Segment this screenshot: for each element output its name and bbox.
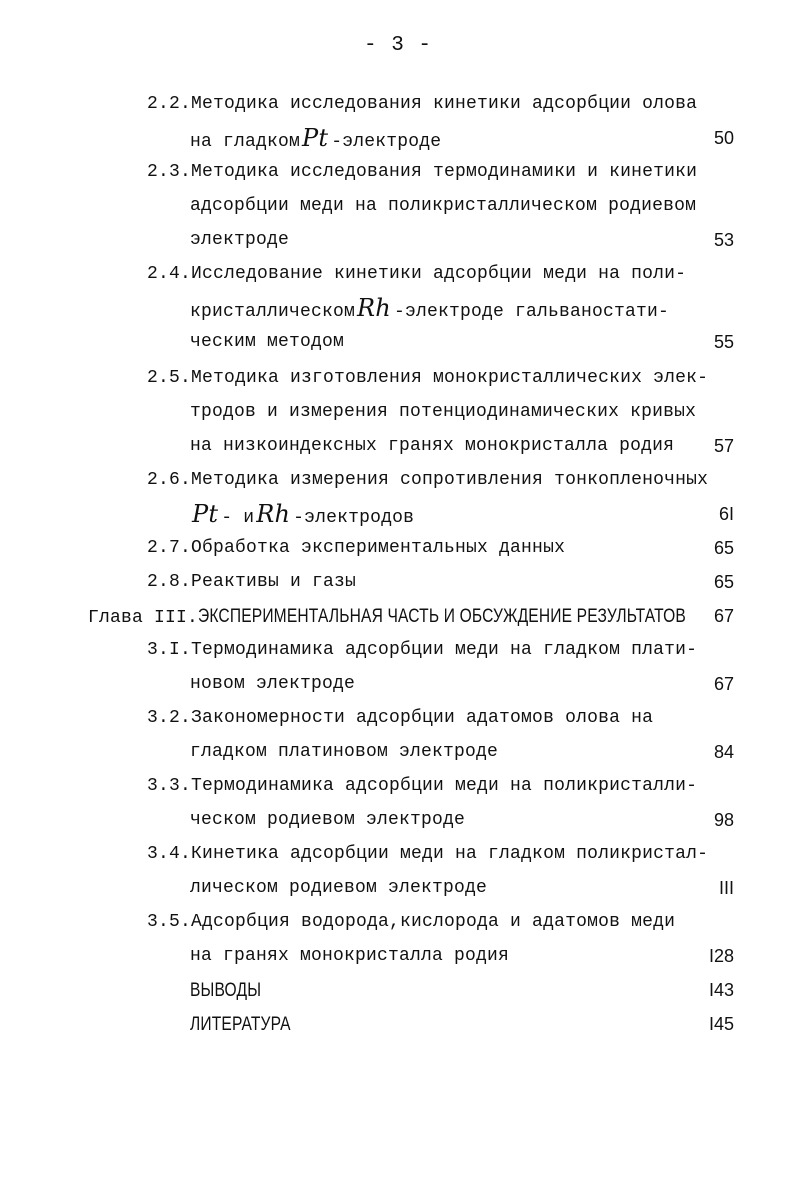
toc-entry-2-2-line1: 2.2.Методика исследования кинетики адсорбции олова (147, 94, 698, 114)
toc-page-conclusions: I43 (708, 980, 734, 1000)
toc-entry-2-4-line1: 2.4.Исследование кинетики адсорбции меди на поли- (147, 264, 687, 284)
toc-page-3-3: 98 (713, 810, 734, 830)
platinum-symbol: Pt (302, 124, 329, 152)
toc-page-2-6: 6I (718, 504, 734, 524)
toc-entry-2-3-line2: адсорбции меди на поликристаллическом родиевом (190, 196, 697, 216)
toc-text: -электроде (331, 132, 442, 152)
toc-text: кристаллическом (190, 302, 356, 322)
toc-page-3-1: 67 (713, 674, 734, 694)
toc-page-2-2: 50 (713, 128, 734, 148)
toc-entry-3-5-line2: на гранях монокристалла родия (190, 946, 510, 966)
toc-entry-2-4-line3: ческим методом (190, 332, 345, 352)
toc-entry-2-7: 2.7.Обработка экспериментальных данных (147, 538, 566, 558)
toc-page-3-4: III (718, 878, 734, 898)
toc-entry-3-1-line1: 3.I.Термодинамика адсорбции меди на гладком плати- (147, 640, 698, 660)
toc-literature (190, 1014, 313, 1036)
toc-page-2-8: 65 (713, 572, 734, 592)
toc-entry-2-5-line3: на низкоиндексных гранях монокристалла родия (190, 436, 675, 456)
toc-entry-2-5-line2: тродов и измерения потенциодинамических кривых (190, 402, 697, 422)
toc-entry-2-3-line1: 2.3.Методика исследования термодинамики и кинетики (147, 162, 698, 182)
toc-entry-2-5-line1: 2.5.Методика изготовления монокристаллических элек- (147, 368, 709, 388)
toc-page-2-7: 65 (713, 538, 734, 558)
toc-entry-2-4-line2 (190, 296, 669, 322)
chapter-3-heading (88, 606, 793, 628)
toc-entry-2-6-line2 (190, 502, 414, 528)
toc-page-chapter-3: 67 (713, 606, 734, 626)
toc-entry-2-2-line2 (190, 126, 441, 152)
toc-page-3-5: I28 (708, 946, 734, 966)
chapter-prefix: Глава III. (88, 608, 199, 628)
chapter-title: ЭКСПЕРИМЕНТАЛЬНАЯ ЧАСТЬ И ОБСУЖДЕНИЕ РЕЗУЛЬТАТОВ (198, 606, 686, 627)
toc-text: - и (221, 508, 255, 528)
toc-entry-2-6-line1: 2.6.Методика измерения сопротивления тонкопленочных (147, 470, 709, 490)
toc-conclusions (190, 980, 277, 1002)
toc-entry-3-2-line1: 3.2.Закономерности адсорбции адатомов олова на (147, 708, 654, 728)
toc-entry-3-5-line1: 3.5.Адсорбция водорода,кислорода и адатомов меди (147, 912, 676, 932)
literature-title: ЛИТЕРАТУРА (190, 1014, 291, 1035)
toc-entry-2-8: 2.8.Реактивы и газы (147, 572, 357, 592)
toc-entry-3-3-line2: ческом родиевом электроде (190, 810, 466, 830)
rhodium-symbol: Rh (256, 500, 291, 528)
toc-entry-2-3-line3: электроде (190, 230, 290, 250)
toc-entry-3-2-line2: гладком платиновом электроде (190, 742, 499, 762)
platinum-symbol: Pt (192, 500, 219, 528)
toc-page-literature: I45 (708, 1014, 734, 1034)
toc-page-3-2: 84 (713, 742, 734, 762)
conclusions-title: ВЫВОДЫ (190, 980, 262, 1001)
toc-text: -электроде гальваностати- (393, 302, 670, 322)
page-number: - 3 - (363, 34, 432, 57)
toc-entry-3-4-line2: лическом родиевом электроде (190, 878, 488, 898)
toc-page-2-4: 55 (713, 332, 734, 352)
toc-text: на гладком (190, 132, 301, 152)
toc-text: -электродов (293, 508, 415, 528)
toc-entry-3-1-line2: новом электроде (190, 674, 356, 694)
rhodium-symbol: Rh (357, 294, 391, 322)
toc-entry-3-3-line1: 3.3.Термодинамика адсорбции меди на поликристалли- (147, 776, 698, 796)
toc-page-2-5: 57 (713, 436, 734, 456)
toc-page-2-3: 53 (713, 230, 734, 250)
toc-entry-3-4-line1: 3.4.Кинетика адсорбции меди на гладком поликристал- (147, 844, 709, 864)
